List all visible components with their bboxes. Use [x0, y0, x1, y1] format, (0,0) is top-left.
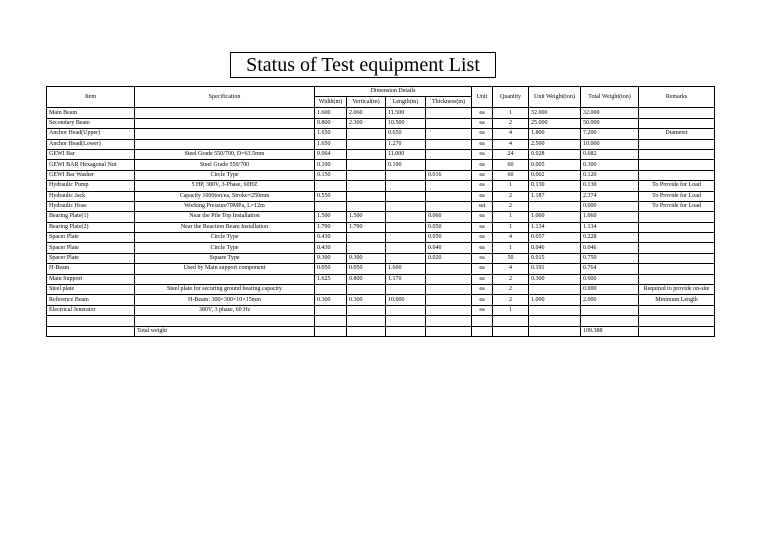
item-cell: Main Support	[47, 274, 135, 284]
remarks-cell	[639, 212, 715, 222]
vertical-cell: 0.050	[347, 264, 386, 274]
item-cell: Spacer Plate	[47, 233, 135, 243]
item-cell: Spacer Plate	[47, 243, 135, 253]
quantity-cell: 1	[493, 243, 529, 253]
empty-cell	[639, 316, 715, 326]
empty-cell	[529, 316, 581, 326]
item-cell: GEWI BAR Hexagonal Nut	[47, 160, 135, 170]
length-cell: 10.500	[386, 118, 426, 128]
vertical-cell: 1.700	[347, 222, 386, 232]
unit-cell: ea	[472, 170, 493, 180]
thickness-cell	[426, 264, 472, 274]
thickness-cell: 0.016	[426, 170, 472, 180]
vertical-cell: 1.500	[347, 212, 386, 222]
header-thickness: Thickness(m)	[426, 97, 472, 108]
unit-weight-cell: 1.800	[529, 129, 581, 139]
total-weight-cell: 1.134	[581, 222, 639, 232]
length-cell: 0.100	[386, 160, 426, 170]
total-weight-cell: 50.000	[581, 118, 639, 128]
vertical-cell	[347, 191, 386, 201]
unit-weight-cell	[529, 285, 581, 295]
table-row	[47, 253, 715, 263]
remarks-cell	[639, 253, 715, 263]
remarks-cell: Required to provide on-site	[639, 285, 715, 295]
item-cell: Secondary Beam	[47, 118, 135, 128]
table-row	[47, 160, 715, 170]
header-width: Width(m)	[315, 97, 347, 108]
vertical-cell	[347, 149, 386, 159]
item-cell: Bearing Plate(1)	[47, 212, 135, 222]
unit-cell: ea	[472, 118, 493, 128]
remarks-cell	[639, 149, 715, 159]
quantity-cell: 2	[493, 295, 529, 305]
length-cell	[386, 201, 426, 211]
unit-weight-cell: 32.000	[529, 108, 581, 118]
unit-cell: ea	[472, 191, 493, 201]
thickness-cell	[426, 149, 472, 159]
table-row	[47, 305, 715, 315]
thickness-cell: 0.050	[426, 233, 472, 243]
vertical-cell: 0.300	[347, 253, 386, 263]
specification-cell: Used by Main support component	[135, 264, 315, 274]
length-cell: 11.500	[386, 108, 426, 118]
width-cell: 0.064	[315, 149, 347, 159]
specification-cell: Working Pressure70MPa, L=12m	[135, 201, 315, 211]
specification-cell: Steel Grade 550/700, D=63.5mm	[135, 149, 315, 159]
remarks-cell	[639, 274, 715, 284]
length-cell: 1.170	[386, 274, 426, 284]
length-cell: 1.270	[386, 139, 426, 149]
vertical-cell	[347, 129, 386, 139]
specification-cell: Near the Pile Top Installation	[135, 212, 315, 222]
quantity-cell: 1	[493, 305, 529, 315]
total-weight-cell: 0.750	[581, 253, 639, 263]
remarks-cell: Diameter	[639, 129, 715, 139]
item-cell: Steel plate	[47, 285, 135, 295]
unit-cell: ea	[472, 274, 493, 284]
table-row	[47, 149, 715, 159]
unit-cell: set	[472, 201, 493, 211]
unit-weight-cell: 0.191	[529, 264, 581, 274]
unit-cell: ea	[472, 243, 493, 253]
length-cell	[386, 222, 426, 232]
unit-cell: ea	[472, 139, 493, 149]
length-cell: 11.000	[386, 149, 426, 159]
thickness-cell	[426, 139, 472, 149]
total-weight-cell	[581, 305, 639, 315]
length-cell: 10.000	[386, 295, 426, 305]
width-cell	[315, 181, 347, 191]
vertical-cell	[347, 170, 386, 180]
total-weight-cell: 0.120	[581, 170, 639, 180]
total-weight-cell: 0.000	[581, 285, 639, 295]
header-unit-weight: Unit Weight(ton)	[529, 87, 581, 108]
total-weight-cell: 0.228	[581, 233, 639, 243]
quantity-cell: 24	[493, 149, 529, 159]
empty-cell	[47, 316, 135, 326]
thickness-cell	[426, 160, 472, 170]
width-cell: 1.500	[315, 212, 347, 222]
total-weight-cell: 0.046	[581, 243, 639, 253]
quantity-cell: 4	[493, 264, 529, 274]
vertical-cell	[347, 243, 386, 253]
width-cell: 0.300	[315, 295, 347, 305]
unit-weight-cell: 1.000	[529, 295, 581, 305]
specification-cell: Capacity 1000ton/ea, Stroke=250mm	[135, 191, 315, 201]
total-weight-cell: 1.060	[581, 212, 639, 222]
item-cell: Hydraulic Pump	[47, 181, 135, 191]
unit-weight-cell: 0.300	[529, 274, 581, 284]
width-cell: 1.625	[315, 274, 347, 284]
width-cell: 0.550	[315, 191, 347, 201]
specification-cell: H-Beam: 300×300×10×15mm	[135, 295, 315, 305]
unit-cell: ea	[472, 129, 493, 139]
length-cell	[386, 181, 426, 191]
remarks-cell	[639, 160, 715, 170]
thickness-cell	[426, 108, 472, 118]
specification-cell	[135, 118, 315, 128]
vertical-cell	[347, 201, 386, 211]
table-row	[47, 212, 715, 222]
quantity-cell: 60	[493, 170, 529, 180]
vertical-cell: 0.300	[347, 295, 386, 305]
thickness-cell: 0.020	[426, 253, 472, 263]
unit-weight-cell: 0.046	[529, 243, 581, 253]
unit-cell: ea	[472, 253, 493, 263]
table-row	[47, 201, 715, 211]
length-cell: 0.650	[386, 129, 426, 139]
unit-weight-cell: 25.000	[529, 118, 581, 128]
thickness-cell	[426, 191, 472, 201]
unit-weight-cell: 0.130	[529, 181, 581, 191]
remarks-cell: To Provide for Load	[639, 201, 715, 211]
equipment-table	[46, 86, 715, 337]
length-cell	[386, 191, 426, 201]
empty-cell	[472, 326, 493, 336]
width-cell: 0.100	[315, 160, 347, 170]
empty-cell	[639, 326, 715, 336]
header-dimension-details: Dimension Details	[315, 87, 472, 97]
total-weight-cell: 0.682	[581, 149, 639, 159]
unit-weight-cell: 2.500	[529, 139, 581, 149]
unit-cell: ea	[472, 222, 493, 232]
unit-cell: ea	[472, 181, 493, 191]
item-cell: Electrical Jenerator	[47, 305, 135, 315]
table-row	[47, 191, 715, 201]
unit-cell: ea	[472, 295, 493, 305]
quantity-cell: 1	[493, 222, 529, 232]
specification-cell: Steel plate for securing ground bearing capacity	[135, 285, 315, 295]
table-row	[47, 139, 715, 149]
quantity-cell: 50	[493, 253, 529, 263]
vertical-cell	[347, 285, 386, 295]
item-cell: Anchor Head(Lower)	[47, 139, 135, 149]
remarks-cell	[639, 264, 715, 274]
item-cell: Main Beam	[47, 108, 135, 118]
empty-cell	[347, 316, 386, 326]
vertical-cell	[347, 181, 386, 191]
length-cell	[386, 243, 426, 253]
header-length: Length(m)	[386, 97, 426, 108]
table-row	[47, 264, 715, 274]
vertical-cell	[347, 139, 386, 149]
header-specification: Specification	[135, 87, 315, 108]
thickness-cell	[426, 118, 472, 128]
empty-cell	[386, 316, 426, 326]
empty-cell	[135, 316, 315, 326]
quantity-cell: 1	[493, 108, 529, 118]
table-row	[47, 118, 715, 128]
vertical-cell: 0.800	[347, 274, 386, 284]
quantity-cell: 2	[493, 285, 529, 295]
thickness-cell	[426, 201, 472, 211]
unit-weight-cell: 0.005	[529, 160, 581, 170]
width-cell: 0.430	[315, 233, 347, 243]
specification-cell: Square Type	[135, 253, 315, 263]
table-row	[47, 285, 715, 295]
specification-cell: Steel Grade 550/700	[135, 160, 315, 170]
thickness-cell	[426, 285, 472, 295]
length-cell	[386, 212, 426, 222]
header-unit: Unit	[472, 87, 493, 108]
thickness-cell	[426, 129, 472, 139]
specification-cell: Circle Type	[135, 233, 315, 243]
empty-cell	[315, 316, 347, 326]
table-row	[47, 129, 715, 139]
remarks-cell	[639, 139, 715, 149]
total-weight-cell: 10.000	[581, 139, 639, 149]
quantity-cell: 4	[493, 139, 529, 149]
unit-cell: ea	[472, 264, 493, 274]
quantity-cell: 2	[493, 118, 529, 128]
remarks-cell: To Provide for Load	[639, 181, 715, 191]
item-cell: Anchor Head(Upper)	[47, 129, 135, 139]
unit-weight-cell	[529, 305, 581, 315]
specification-cell: 380V, 3 phase, 60 Hz	[135, 305, 315, 315]
empty-cell	[386, 326, 426, 336]
length-cell	[386, 233, 426, 243]
length-cell	[386, 285, 426, 295]
unit-cell: ea	[472, 108, 493, 118]
empty-cell	[347, 326, 386, 336]
quantity-cell: 2	[493, 274, 529, 284]
remarks-cell	[639, 118, 715, 128]
quantity-cell: 1	[493, 181, 529, 191]
table-row	[47, 243, 715, 253]
width-cell: 0.300	[315, 253, 347, 263]
item-cell: H-Beam	[47, 264, 135, 274]
unit-weight-cell: 1.060	[529, 212, 581, 222]
total-weight-cell: 2.374	[581, 191, 639, 201]
unit-weight-cell	[529, 201, 581, 211]
unit-weight-cell: 0.002	[529, 170, 581, 180]
thickness-cell	[426, 181, 472, 191]
specification-cell: Circle Type	[135, 170, 315, 180]
table-row	[47, 274, 715, 284]
thickness-cell: 0.040	[426, 243, 472, 253]
quantity-cell: 2	[493, 191, 529, 201]
item-cell: GEWI Bar	[47, 149, 135, 159]
document-title: Status of Test equipment List	[230, 52, 496, 78]
vertical-cell	[347, 160, 386, 170]
table-row	[47, 108, 715, 118]
header-remarks: Remarks	[639, 87, 715, 108]
length-cell	[386, 170, 426, 180]
length-cell	[386, 305, 426, 315]
total-weight-cell: 0.600	[581, 274, 639, 284]
empty-cell	[426, 326, 472, 336]
unit-cell: ea	[472, 160, 493, 170]
total-weight-cell: 0.300	[581, 160, 639, 170]
quantity-cell: 60	[493, 160, 529, 170]
total-weight-cell: 32.000	[581, 108, 639, 118]
table-row	[47, 170, 715, 180]
empty-cell	[472, 316, 493, 326]
table-row	[47, 181, 715, 191]
thickness-cell	[426, 274, 472, 284]
width-cell	[315, 305, 347, 315]
unit-weight-cell: 1.134	[529, 222, 581, 232]
item-cell: Reference Beam	[47, 295, 135, 305]
header-item: Item	[47, 87, 135, 108]
length-cell	[386, 253, 426, 263]
thickness-cell: 0.060	[426, 212, 472, 222]
thickness-cell	[426, 305, 472, 315]
width-cell: 0.800	[315, 118, 347, 128]
width-cell: 1.700	[315, 222, 347, 232]
table-row	[47, 295, 715, 305]
width-cell	[315, 285, 347, 295]
empty-cell	[581, 316, 639, 326]
thickness-cell	[426, 295, 472, 305]
total-weight-cell: 2.000	[581, 295, 639, 305]
unit-weight-cell: 0.028	[529, 149, 581, 159]
empty-cell	[493, 326, 529, 336]
specification-cell	[135, 129, 315, 139]
specification-cell	[135, 139, 315, 149]
width-cell	[315, 201, 347, 211]
width-cell: 0.050	[315, 264, 347, 274]
vertical-cell: 2.300	[347, 118, 386, 128]
unit-weight-cell: 0.057	[529, 233, 581, 243]
unit-weight-cell: 1.187	[529, 191, 581, 201]
header-total-weight: Total Weight(ton)	[581, 87, 639, 108]
vertical-cell: 2.060	[347, 108, 386, 118]
unit-weight-cell: 0.015	[529, 253, 581, 263]
quantity-cell: 4	[493, 129, 529, 139]
quantity-cell: 4	[493, 233, 529, 243]
total-weight-cell: 0.764	[581, 264, 639, 274]
remarks-cell: To Provide for Load	[639, 191, 715, 201]
empty-cell	[315, 326, 347, 336]
remarks-cell	[639, 108, 715, 118]
width-cell: 0.430	[315, 243, 347, 253]
total-value: 109.388	[581, 326, 639, 336]
table-row	[47, 233, 715, 243]
header-row	[47, 87, 715, 97]
total-label: Total weight	[135, 326, 315, 336]
remarks-cell	[639, 305, 715, 315]
vertical-cell	[347, 305, 386, 315]
quantity-cell: 2	[493, 201, 529, 211]
empty-cell	[426, 316, 472, 326]
total-weight-cell: 7.200	[581, 129, 639, 139]
length-cell: 1.600	[386, 264, 426, 274]
unit-cell: ea	[472, 233, 493, 243]
specification-cell	[135, 108, 315, 118]
remarks-cell	[639, 233, 715, 243]
specification-cell: Circle Type	[135, 243, 315, 253]
specification-cell: Near the Reaction Beam Installation	[135, 222, 315, 232]
thickness-cell: 0.050	[426, 222, 472, 232]
item-cell: Spacer Plate	[47, 253, 135, 263]
remarks-cell	[639, 222, 715, 232]
specification-cell	[135, 274, 315, 284]
specification-cell: 5 HP, 380V, 3-Phase, 60HZ	[135, 181, 315, 191]
remarks-cell: Minimum Length	[639, 295, 715, 305]
item-cell: Hydraulic Hose	[47, 201, 135, 211]
item-cell: GEWI Bar Washer	[47, 170, 135, 180]
item-cell: Hydraulic Jack	[47, 191, 135, 201]
quantity-cell: 1	[493, 212, 529, 222]
width-cell: 1.650	[315, 129, 347, 139]
unit-cell: ea	[472, 285, 493, 295]
item-cell: Bearing Plate(2)	[47, 222, 135, 232]
remarks-cell	[639, 170, 715, 180]
total-weight-cell: 0.000	[581, 201, 639, 211]
width-cell: 1.650	[315, 139, 347, 149]
empty-cell	[47, 326, 135, 336]
unit-cell: ea	[472, 305, 493, 315]
width-cell: 1.600	[315, 108, 347, 118]
total-row	[47, 326, 715, 336]
vertical-cell	[347, 233, 386, 243]
header-quantity: Quantity	[493, 87, 529, 108]
table-row	[47, 222, 715, 232]
unit-cell: ea	[472, 149, 493, 159]
remarks-cell	[639, 243, 715, 253]
unit-cell: ea	[472, 212, 493, 222]
blank-row	[47, 316, 715, 326]
empty-cell	[493, 316, 529, 326]
total-weight-cell: 0.130	[581, 181, 639, 191]
width-cell: 0.150	[315, 170, 347, 180]
empty-cell	[529, 326, 581, 336]
header-vertical: Vertical(m)	[347, 97, 386, 108]
